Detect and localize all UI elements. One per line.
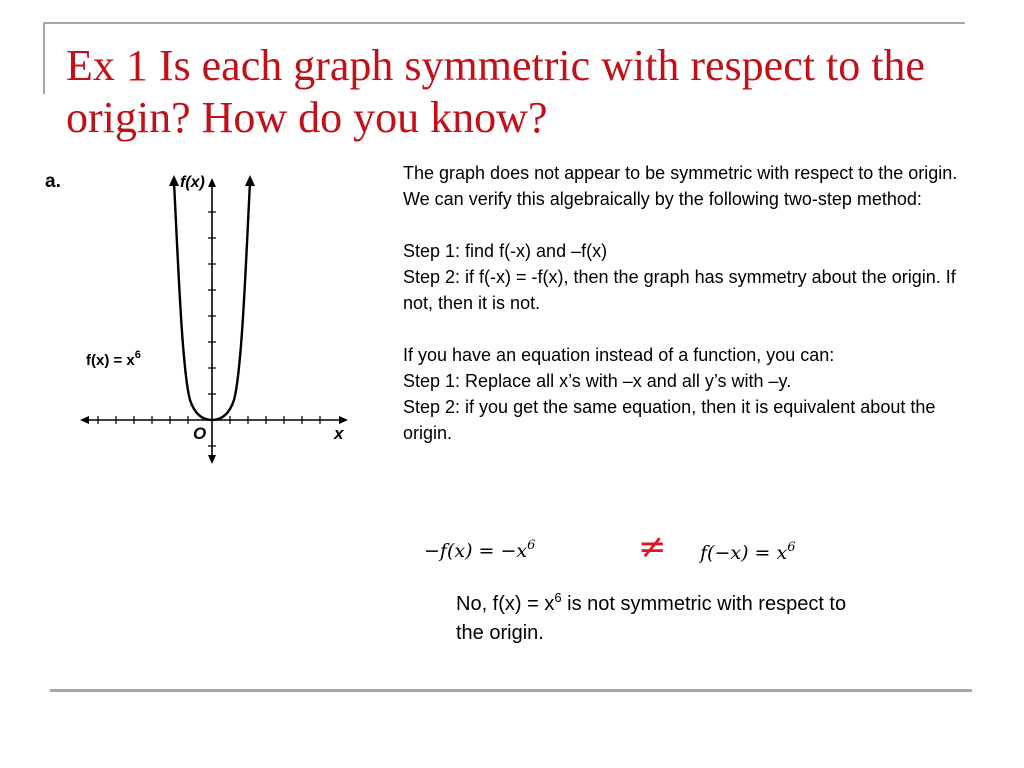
conclusion-prefix: No, f(x) = x bbox=[456, 593, 555, 615]
method-step-2: Step 2: if f(-x) = -f(x), then the graph has symmetry about the origin. If not, then it is not. bbox=[403, 267, 956, 313]
f-of-neg-x-equation bbox=[700, 542, 796, 564]
equation-step-1: Step 1: Replace all x’s with –x and all y’s with –y. bbox=[403, 371, 792, 391]
x-axis-label: x bbox=[334, 424, 344, 443]
conclusion-text bbox=[456, 590, 876, 648]
conclusion-suffix: is not symmetric with respect to the origin. bbox=[456, 593, 847, 644]
graph-part-label: a. bbox=[45, 171, 61, 192]
equation-intro: If you have an equation instead of a function, you can: bbox=[403, 345, 835, 365]
f-of-neg-x-base: f(−x) = x bbox=[700, 542, 788, 564]
equation-step-2: Step 2: if you get the same equation, then it is equivalent about the origin. bbox=[403, 397, 936, 443]
neg-f-of-x-equation bbox=[424, 540, 535, 562]
y-axis-label: f(x) bbox=[180, 174, 205, 191]
function-label bbox=[86, 349, 141, 369]
neg-f-of-x-base: −f(x) = −x bbox=[424, 540, 528, 562]
slide-frame-top bbox=[43, 22, 965, 24]
f-of-neg-x-exp: 6 bbox=[787, 540, 796, 555]
function-label-exp: 6 bbox=[134, 349, 141, 361]
graph-figure bbox=[40, 160, 370, 470]
slide-frame-left bbox=[43, 22, 45, 94]
explanation-intro: The graph does not appear to be symmetric with respect to the origin. We can verify this algebraically by the following two-step method: bbox=[403, 163, 958, 209]
slide-title: Ex 1 Is each graph symmetric with respect to the origin? How do you know? bbox=[66, 41, 925, 142]
not-equal-symbol: ≠ bbox=[638, 527, 667, 567]
conclusion-exp: 6 bbox=[554, 590, 562, 605]
paragraph-gap bbox=[403, 316, 978, 342]
neg-f-of-x-exp: 6 bbox=[527, 538, 536, 553]
slide-frame-bottom bbox=[50, 689, 972, 692]
explanation-text bbox=[403, 160, 978, 446]
origin-label: O bbox=[193, 424, 207, 443]
function-label-base: f(x) = x bbox=[86, 352, 135, 369]
method-step-1: Step 1: find f(-x) and –f(x) bbox=[403, 241, 608, 261]
paragraph-gap bbox=[403, 212, 978, 238]
